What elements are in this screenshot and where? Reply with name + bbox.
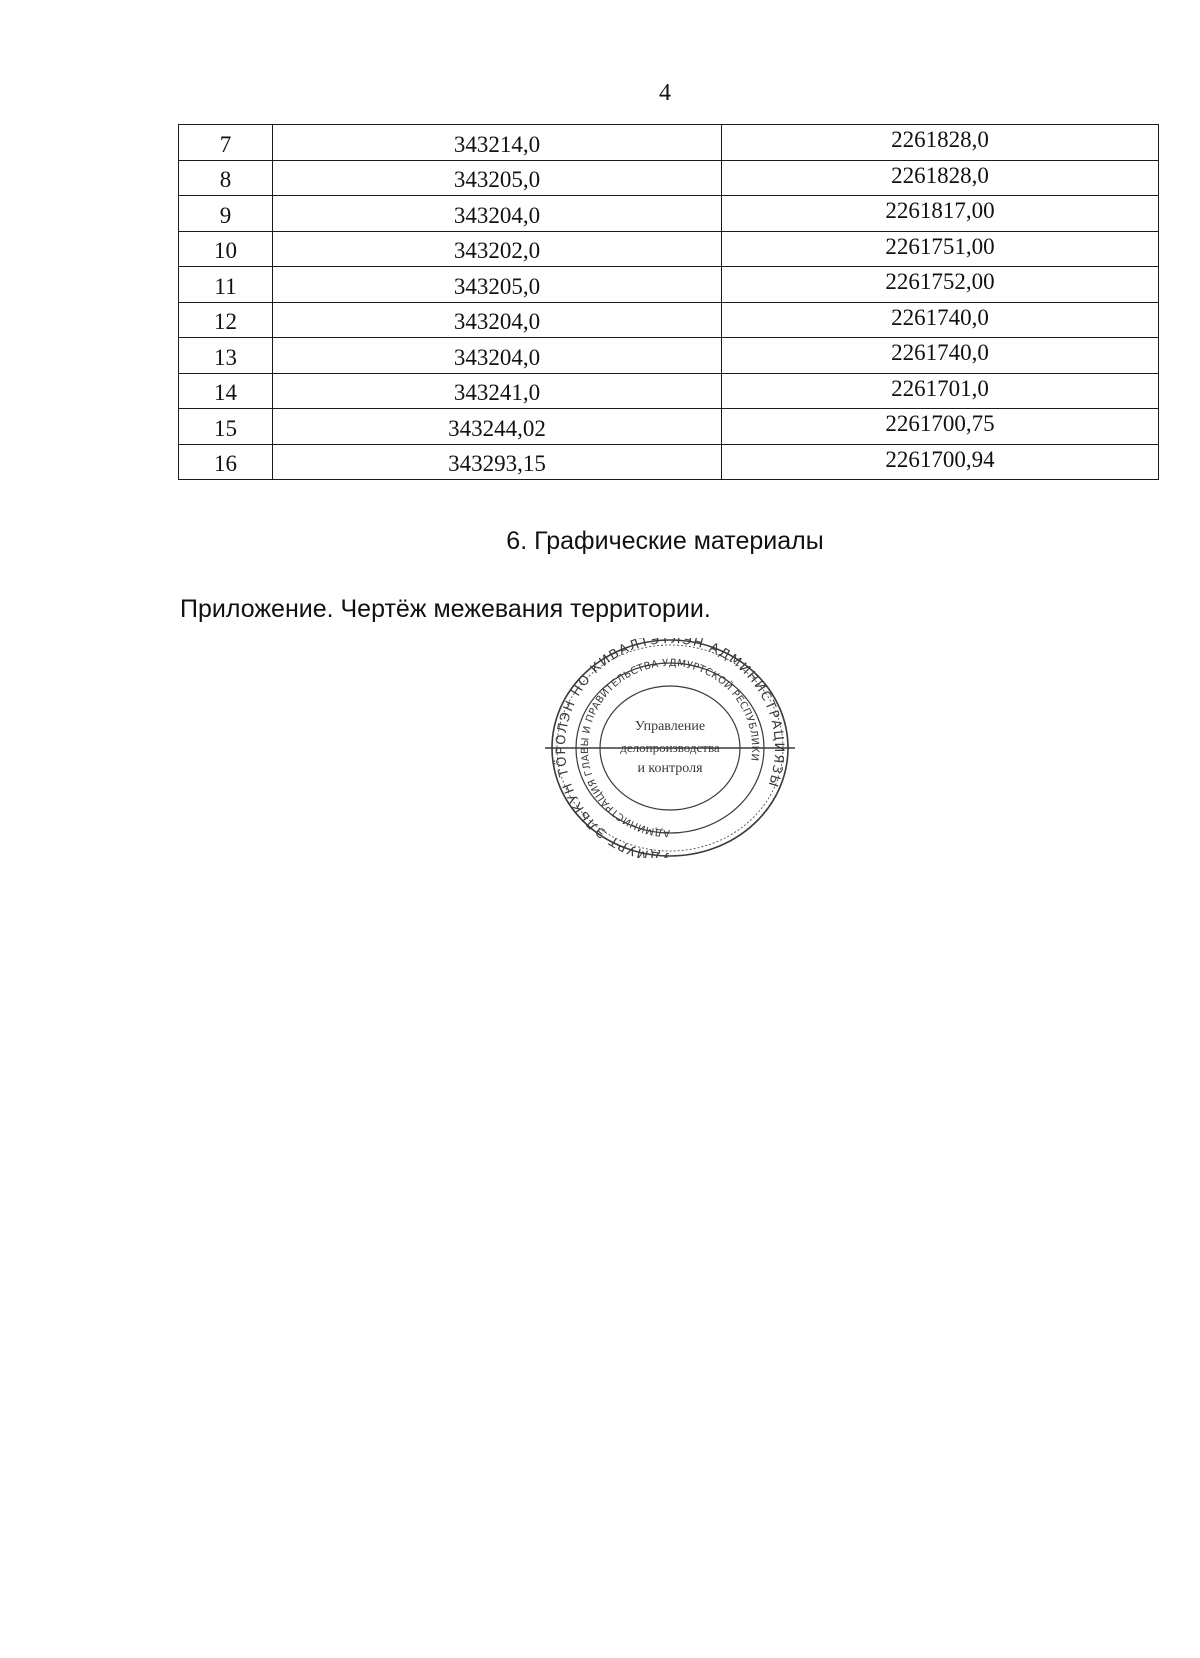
point-number-cell: 16 xyxy=(179,444,273,480)
y-coordinate-cell: 2261828,0 xyxy=(722,125,1159,161)
y-coordinate-cell: 2261700,94 xyxy=(722,444,1159,480)
x-coordinate-cell: 343244,02 xyxy=(273,409,722,445)
table-row xyxy=(179,231,1159,267)
x-coordinate-cell: 343293,15 xyxy=(273,444,722,480)
point-number-cell: 10 xyxy=(179,231,273,267)
table-row xyxy=(179,338,1159,374)
table-row xyxy=(179,302,1159,338)
x-coordinate-cell: 343214,0 xyxy=(273,125,722,161)
coordinates-table xyxy=(178,124,1159,480)
seal-outer-text: УДМУРТ ЭЛЬКУН ТӦРОЛЭН НО КИВАЛТЭТЛЭН АДМИНИСТРАЦИЯЗЫ xyxy=(553,638,787,858)
page-number: 4 xyxy=(659,80,671,106)
x-coordinate-cell: 343204,0 xyxy=(273,338,722,374)
y-coordinate-cell: 2261740,0 xyxy=(722,302,1159,338)
x-coordinate-cell: 343205,0 xyxy=(273,160,722,196)
official-seal xyxy=(540,638,800,858)
y-coordinate-cell: 2261700,75 xyxy=(722,409,1159,445)
y-coordinate-cell: 2261701,0 xyxy=(722,373,1159,409)
seal-center-line-2: делопроизводства xyxy=(620,740,720,755)
y-coordinate-cell: 2261751,00 xyxy=(722,231,1159,267)
y-coordinate-cell: 2261740,0 xyxy=(722,338,1159,374)
seal-center-line-1: Управление xyxy=(634,719,706,734)
seal-inner-text: АДМИНИСТРАЦИЯ ГЛАВЫ И ПРАВИТЕЛЬСТВА УДМУРТСКОЙ РЕСПУБЛИКИ xyxy=(579,657,761,839)
table-row xyxy=(179,267,1159,303)
point-number-cell: 12 xyxy=(179,302,273,338)
point-number-cell: 13 xyxy=(179,338,273,374)
table-row xyxy=(179,160,1159,196)
section-heading: 6. Графические материалы xyxy=(506,527,824,555)
point-number-cell: 14 xyxy=(179,373,273,409)
seal-center-line-3: и контроля xyxy=(637,761,703,776)
point-number-cell: 8 xyxy=(179,160,273,196)
table-row xyxy=(179,196,1159,232)
table-row xyxy=(179,125,1159,161)
x-coordinate-cell: 343202,0 xyxy=(273,231,722,267)
y-coordinate-cell: 2261817,00 xyxy=(722,196,1159,232)
appendix-line: Приложение. Чертёж межевания территории. xyxy=(180,595,711,623)
y-coordinate-cell: 2261752,00 xyxy=(722,267,1159,303)
x-coordinate-cell: 343241,0 xyxy=(273,373,722,409)
point-number-cell: 15 xyxy=(179,409,273,445)
seal-image xyxy=(540,638,800,858)
point-number-cell: 11 xyxy=(179,267,273,303)
point-number-cell: 7 xyxy=(179,125,273,161)
table-row xyxy=(179,444,1159,480)
point-number-cell: 9 xyxy=(179,196,273,232)
y-coordinate-cell: 2261828,0 xyxy=(722,160,1159,196)
table-row xyxy=(179,409,1159,445)
table-row xyxy=(179,373,1159,409)
x-coordinate-cell: 343205,0 xyxy=(273,267,722,303)
x-coordinate-cell: 343204,0 xyxy=(273,196,722,232)
x-coordinate-cell: 343204,0 xyxy=(273,302,722,338)
